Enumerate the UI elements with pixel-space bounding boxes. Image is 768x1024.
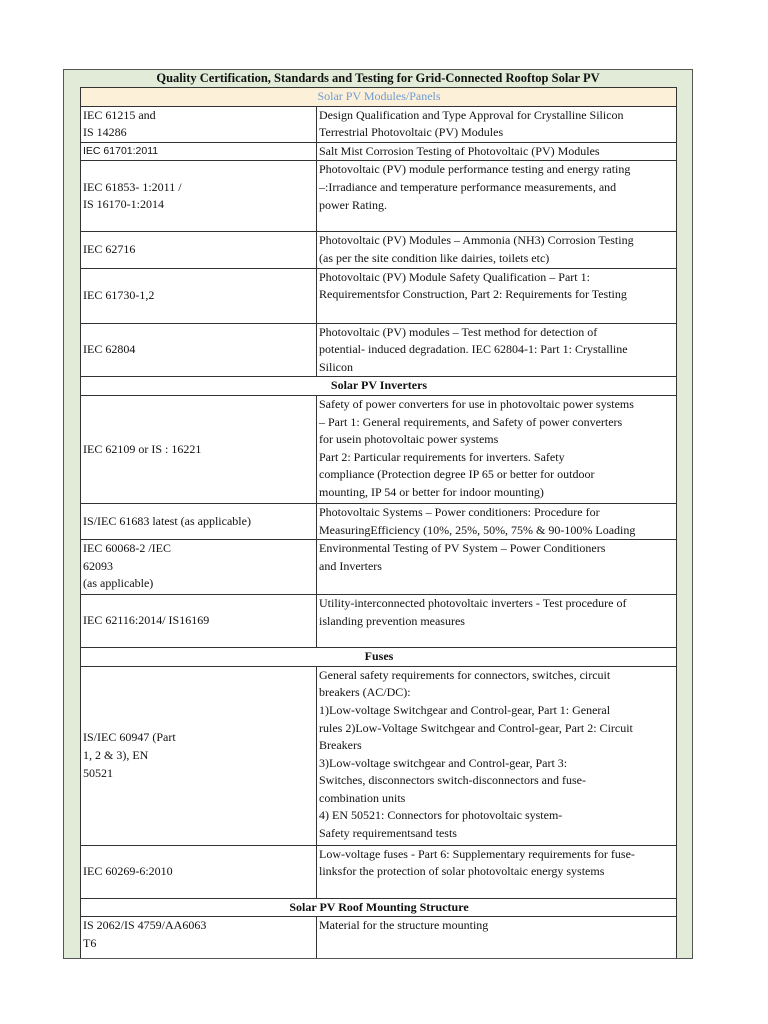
desc-line: Silicon	[319, 359, 354, 374]
code-line: IEC 62804	[83, 342, 136, 357]
description-cell	[317, 395, 677, 503]
code-line: IEC 61215 and	[83, 107, 156, 122]
desc-line: power Rating.	[319, 197, 387, 212]
table-row	[81, 845, 677, 898]
table-row	[81, 503, 677, 539]
section-header-row	[81, 88, 677, 107]
table-row	[81, 395, 677, 503]
section-heading-mounting: Solar PV Roof Mounting Structure	[81, 898, 677, 917]
desc-line: Requirementsfor Construction, Part 2: Requirements for Testing	[319, 287, 627, 302]
desc-line: Material for the structure mounting	[319, 918, 489, 933]
description-cell	[317, 106, 677, 142]
standard-code-cell	[81, 917, 317, 959]
section-header-row	[81, 648, 677, 667]
table-row	[81, 595, 677, 648]
description-cell	[317, 161, 677, 232]
table-row	[81, 917, 677, 959]
standard-code-cell	[81, 595, 317, 648]
standard-code-cell	[81, 845, 317, 898]
desc-line: General safety requirements for connectors, switches, circuit	[319, 667, 611, 682]
desc-line: – Part 1: General requirements, and Safety of power converters	[319, 414, 623, 429]
table-row	[81, 540, 677, 595]
description-cell	[317, 845, 677, 898]
desc-line: –:Irradiance and temperature performance measurements, and	[319, 179, 617, 194]
code-line: IS 2062/IS 4759/AA6063	[83, 918, 207, 933]
table-row	[81, 268, 677, 323]
code-line: IS/IEC 61683 latest (as applicable)	[83, 513, 251, 528]
standard-code-cell	[81, 161, 317, 232]
code-line: IEC 62716	[83, 242, 136, 257]
table-row	[81, 666, 677, 845]
section-heading-modules: Solar PV Modules/Panels	[81, 88, 677, 107]
standard-code-cell	[81, 395, 317, 503]
section-header-row	[81, 377, 677, 396]
desc-line: breakers (AC/DC):	[319, 685, 411, 700]
code-line: IEC 61701:2011	[83, 144, 159, 157]
desc-line: Utility-interconnected photovoltaic inverters - Test procedure of	[319, 596, 627, 611]
desc-line: Photovoltaic (PV) modules – Test method for detection of	[319, 324, 598, 339]
desc-line: combination units	[319, 790, 406, 805]
page-title: Quality Certification, Standards and Testing for Grid-Connected Rooftop Solar PV	[156, 71, 600, 85]
desc-line: 3)Low-voltage switchgear and Control-gear, Part 3:	[319, 755, 568, 770]
desc-line: potential- induced degradation. IEC 62804-1: Part 1: Crystalline	[319, 342, 628, 357]
description-cell	[317, 503, 677, 539]
desc-line: Switches, disconnectors switch-disconnectors and fuse-	[319, 773, 586, 788]
standard-code-cell	[81, 268, 317, 323]
standard-code-cell	[81, 666, 317, 845]
code-line: IEC 62109 or IS : 16221	[83, 441, 202, 456]
desc-line: and Inverters	[319, 558, 382, 573]
desc-line: 4) EN 50521: Connectors for photovoltaic system-	[319, 808, 563, 823]
desc-line: Photovoltaic (PV) Module Safety Qualification – Part 1:	[319, 269, 590, 284]
section-header-row	[81, 898, 677, 917]
standard-code-cell	[81, 323, 317, 377]
standard-code-cell	[81, 142, 317, 161]
code-line: IS 14286	[83, 125, 127, 140]
desc-line: compliance (Protection degree IP 65 or better for outdoor	[319, 467, 595, 482]
description-cell	[317, 323, 677, 377]
standard-code-cell	[81, 503, 317, 539]
desc-line: Low-voltage fuses - Part 6: Supplementary requirements for fuse-	[319, 846, 635, 861]
description-cell	[317, 232, 677, 268]
description-cell	[317, 595, 677, 648]
table-row	[81, 232, 677, 268]
table-row	[81, 106, 677, 142]
desc-line: Terrestrial Photovoltaic (PV) Modules	[319, 125, 504, 140]
code-line: 50521	[83, 765, 113, 780]
code-line: (as applicable)	[83, 576, 154, 591]
standards-table	[80, 87, 677, 959]
desc-line: Safety of power converters for use in photovoltaic power systems	[319, 396, 634, 411]
code-line: IEC 60269-6:2010	[83, 863, 173, 878]
code-line: IEC 61853- 1:2011 /	[83, 179, 182, 194]
desc-line: MeasuringEfficiency (10%, 25%, 50%, 75% & 90-100% Loading	[319, 522, 636, 537]
standard-code-cell	[81, 106, 317, 142]
description-cell	[317, 540, 677, 595]
desc-line: Design Qualification and Type Approval for Crystalline Silicon	[319, 107, 624, 122]
code-line: T6	[83, 935, 97, 950]
description-cell	[317, 666, 677, 845]
desc-line: Photovoltaic (PV) Modules – Ammonia (NH3) Corrosion Testing	[319, 233, 634, 248]
code-line: IS 16170-1:2014	[83, 197, 164, 212]
code-line: IEC 61730-1,2	[83, 287, 155, 302]
desc-line: mounting, IP 54 or better for indoor mounting)	[319, 484, 544, 499]
code-line: IEC 62116:2014/ IS16169	[83, 613, 210, 628]
desc-line: rules 2)Low-Voltage Switchgear and Control-gear, Part 2: Circuit	[319, 720, 633, 735]
code-line: 62093	[83, 558, 113, 573]
document-frame	[63, 69, 693, 959]
description-cell	[317, 142, 677, 161]
desc-line: Environmental Testing of PV System – Power Conditioners	[319, 541, 606, 556]
desc-line: Safety requirementsand tests	[319, 826, 457, 841]
table-row	[81, 161, 677, 232]
desc-line: Photovoltaic Systems – Power conditioners: Procedure for	[319, 504, 600, 519]
description-cell	[317, 268, 677, 323]
code-line: IS/IEC 60947 (Part	[83, 730, 176, 745]
desc-line: for usein photovoltaic power systems	[319, 432, 499, 447]
standard-code-cell	[81, 540, 317, 595]
desc-line: linksfor the protection of solar photovoltaic energy systems	[319, 864, 605, 879]
standard-code-cell	[81, 232, 317, 268]
code-line: 1, 2 & 3), EN	[83, 747, 149, 762]
code-line: IEC 60068-2 /IEC	[83, 541, 171, 556]
desc-line: islanding prevention measures	[319, 613, 465, 628]
desc-line: (as per the site condition like dairies, toilets etc)	[319, 250, 550, 265]
description-cell	[317, 917, 677, 959]
desc-line: 1)Low-voltage Switchgear and Control-gear, Part 1: General	[319, 702, 611, 717]
table-row	[81, 142, 677, 161]
section-heading-inverters: Solar PV Inverters	[81, 377, 677, 396]
desc-line: Photovoltaic (PV) module performance testing and energy rating	[319, 162, 631, 177]
section-heading-fuses: Fuses	[81, 648, 677, 667]
desc-line: Part 2: Particular requirements for inverters. Safety	[319, 449, 565, 464]
table-row	[81, 323, 677, 377]
desc-line: Breakers	[319, 738, 362, 753]
desc-line: Salt Mist Corrosion Testing of Photovoltaic (PV) Modules	[319, 143, 600, 158]
